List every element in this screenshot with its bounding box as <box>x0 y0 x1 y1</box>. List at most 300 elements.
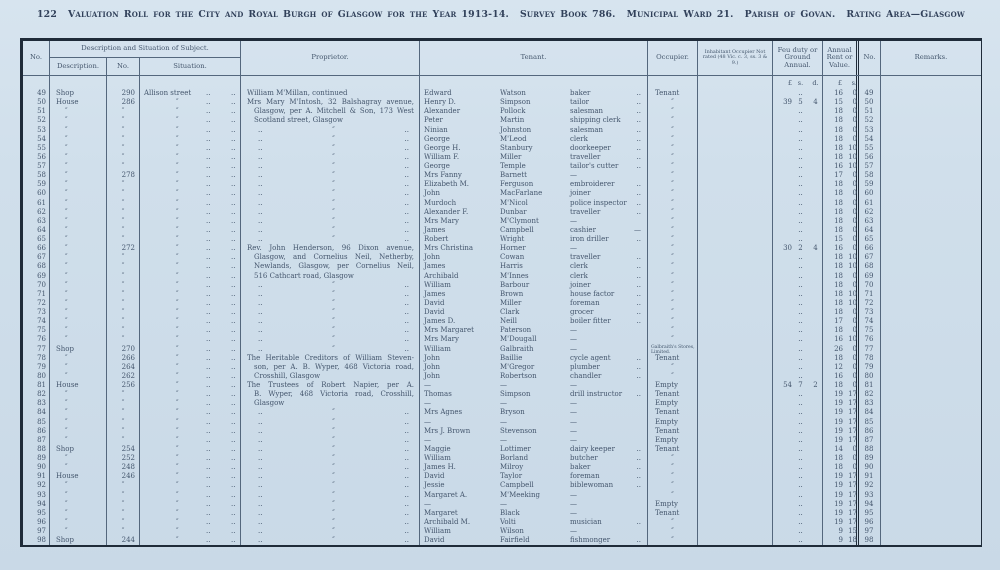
ditto-mark: ″ <box>121 253 125 262</box>
rent-shillings: 0 <box>852 463 857 472</box>
tenant-occupation: — <box>570 426 577 435</box>
leader-dots: .. <box>404 235 409 243</box>
col-remarks <box>881 399 981 408</box>
col-proprietor <box>241 399 420 408</box>
table-row <box>23 208 981 217</box>
leader-dots: .. <box>798 180 803 189</box>
col-description <box>50 408 107 417</box>
rent-pounds: 16 <box>834 89 843 97</box>
header-annual-rent: Annual Rent or Value. <box>823 41 859 75</box>
tenant-surname: Brown <box>500 289 524 298</box>
ditto-mark: ″ <box>176 517 179 526</box>
leader-dots: .. <box>231 280 236 289</box>
col-remarks <box>881 436 981 445</box>
col-description <box>50 126 107 135</box>
col-annual-rent <box>823 390 859 399</box>
col-inhabitant-occupier <box>698 299 773 308</box>
col-description <box>50 500 107 509</box>
ditto-mark: ″ <box>332 417 335 426</box>
tenant-occupation: foreman <box>570 472 600 481</box>
leader-dots: .. <box>258 408 263 417</box>
desc-no-value: 270 <box>121 345 135 354</box>
ditto-mark: ″ <box>176 408 179 417</box>
row-number: 61 <box>37 198 46 207</box>
rent-shillings: 17 <box>848 490 857 499</box>
col-feu-duty <box>773 472 823 481</box>
leader-dots: .. <box>404 207 409 216</box>
rent-shillings: 17 <box>848 399 857 408</box>
tenant-forename: David <box>424 536 445 545</box>
leader-dots: .. <box>798 426 803 435</box>
rent-pounds: 18 <box>834 353 843 362</box>
description-value: Shop <box>56 89 74 97</box>
tenant-surname: Cowan <box>500 253 525 262</box>
col-situation <box>140 208 241 217</box>
col-tenant <box>420 326 648 335</box>
col-desc-no <box>107 153 140 162</box>
row-number: 80 <box>37 371 46 380</box>
col-no <box>23 199 50 208</box>
col-annual-rent <box>823 445 859 454</box>
col-occupier <box>648 363 698 372</box>
ditto-mark: ″ <box>65 216 68 225</box>
ditto-mark: ″ <box>332 180 335 189</box>
col-inhabitant-occupier <box>698 180 773 189</box>
rent-shillings: 0 <box>852 189 857 198</box>
col-situation <box>140 317 241 326</box>
col-no-2 <box>859 217 881 226</box>
col-no-2 <box>859 335 881 344</box>
ditto-mark: ″ <box>176 399 179 408</box>
col-description <box>50 189 107 198</box>
tenant-surname: Temple <box>500 162 526 170</box>
col-tenant <box>420 244 648 253</box>
col-situation <box>140 189 241 198</box>
leader-dots: .. <box>798 435 803 444</box>
header-remarks: Remarks. <box>914 53 948 62</box>
col-occupier <box>648 527 698 536</box>
leader-dots: .. <box>404 143 409 152</box>
col-no <box>23 116 50 125</box>
tenant-surname: Baillie <box>500 353 523 362</box>
col-desc-no <box>107 399 140 408</box>
table-row <box>23 445 981 454</box>
leader-dots: .. <box>404 408 409 417</box>
ditto-mark: ″ <box>671 289 674 298</box>
tenant-forename: David <box>424 298 445 307</box>
rent-pounds: 15 <box>834 98 843 107</box>
row-number: 96 <box>864 517 874 526</box>
table-row <box>23 436 981 445</box>
table-row <box>23 381 981 390</box>
row-number: 91 <box>37 472 46 481</box>
col-occupier <box>648 536 698 545</box>
ditto-mark: ″ <box>65 107 68 116</box>
col-desc-no <box>107 408 140 417</box>
leader-dots: .. <box>206 481 211 490</box>
col-remarks <box>881 363 981 372</box>
proprietor-value: The Trustees of Robert Napier, per A. <box>247 381 414 389</box>
col-proprietor <box>241 509 420 518</box>
col-remarks <box>881 536 981 545</box>
leader-dots: .. <box>231 517 236 526</box>
tenant-forename: John <box>424 362 441 371</box>
leader-dots: .. <box>231 207 236 216</box>
units-tenant <box>420 76 648 89</box>
tenant-forename: James D. <box>424 317 456 326</box>
col-tenant <box>420 472 648 481</box>
ditto-mark: ″ <box>176 390 179 399</box>
ditto-mark: ″ <box>65 353 68 362</box>
row-number: 57 <box>37 162 46 170</box>
desc-no-value: 256 <box>121 381 135 389</box>
col-annual-rent <box>823 317 859 326</box>
col-no <box>23 153 50 162</box>
col-feu-duty <box>773 153 823 162</box>
col-annual-rent <box>823 299 859 308</box>
col-description <box>50 381 107 390</box>
rent-shillings: 0 <box>852 444 857 453</box>
col-inhabitant-occupier <box>698 135 773 144</box>
table-row <box>23 427 981 436</box>
col-remarks <box>881 89 981 98</box>
ditto-mark: ″ <box>65 253 68 262</box>
rent-shillings: 17 <box>848 472 857 481</box>
col-proprietor <box>241 226 420 235</box>
proprietor-value: Glasgow, and Cornelius Neil, Netherby, <box>254 253 414 262</box>
tenant-forename: Mrs Agnes <box>424 408 463 417</box>
units-feu <box>773 76 823 89</box>
col-description <box>50 226 107 235</box>
col-annual-rent <box>823 217 859 226</box>
ditto-mark: ″ <box>671 490 674 499</box>
rent-pounds: 16 <box>834 371 843 380</box>
leader-dots: .. <box>258 490 263 499</box>
col-situation <box>140 199 241 208</box>
col-description <box>50 308 107 317</box>
col-situation <box>140 89 241 98</box>
col-occupier <box>648 135 698 144</box>
ditto-mark: ″ <box>65 399 68 408</box>
col-proprietor <box>241 326 420 335</box>
row-number: 95 <box>37 508 46 517</box>
rent-shillings: 0 <box>852 198 857 207</box>
leader-dots: .. <box>798 408 803 417</box>
rent-shillings: 17 <box>848 408 857 417</box>
tenant-forename: — <box>424 399 431 408</box>
ditto-mark: ″ <box>671 98 674 107</box>
rent-pounds: 19 <box>834 508 843 517</box>
leader-dots: .. <box>231 490 236 499</box>
ditto-mark: ″ <box>65 308 68 316</box>
col-remarks <box>881 518 981 527</box>
row-number: 92 <box>37 481 46 490</box>
feu-shillings: 7 <box>798 381 803 389</box>
col-inhabitant-occupier <box>698 427 773 436</box>
ditto-mark: ″ <box>121 107 125 116</box>
col-description <box>50 326 107 335</box>
tenant-occupation: dairy keeper <box>570 444 615 453</box>
leader-dots: .. <box>231 116 236 125</box>
header-description: Description. <box>50 58 107 75</box>
leader-dots: .. <box>231 298 236 307</box>
col-inhabitant-occupier <box>698 253 773 262</box>
col-remarks <box>881 199 981 208</box>
leader-dots: .. <box>404 298 409 307</box>
row-number: 60 <box>37 189 46 198</box>
col-tenant <box>420 107 648 116</box>
leader-dots: .. <box>258 426 263 435</box>
ditto-mark: ″ <box>176 225 179 234</box>
row-number: 67 <box>37 253 46 262</box>
col-annual-rent <box>823 463 859 472</box>
col-desc-no <box>107 107 140 116</box>
ditto-mark: ″ <box>176 417 179 426</box>
col-situation <box>140 427 241 436</box>
col-proprietor <box>241 189 420 198</box>
col-no-2 <box>859 354 881 363</box>
col-desc-no <box>107 253 140 262</box>
col-desc-no <box>107 98 140 107</box>
rent-pounds: 18 <box>834 280 843 289</box>
col-desc-no <box>107 299 140 308</box>
ditto-mark: ″ <box>65 225 68 234</box>
ditto-mark: ″ <box>671 107 674 116</box>
col-occupier <box>648 262 698 271</box>
col-remarks <box>881 180 981 189</box>
col-proprietor <box>241 536 420 545</box>
ditto-mark: ″ <box>121 235 125 243</box>
col-annual-rent <box>823 491 859 500</box>
col-situation <box>140 436 241 445</box>
leader-dots: .. <box>636 98 641 107</box>
tenant-surname: Barnett <box>500 171 527 180</box>
leader-dots: .. <box>231 371 236 380</box>
col-occupier <box>648 518 698 527</box>
col-feu-duty <box>773 399 823 408</box>
table-row <box>23 500 981 509</box>
ditto-mark: ″ <box>121 499 125 508</box>
col-remarks <box>881 472 981 481</box>
col-situation <box>140 253 241 262</box>
ditto-mark: ″ <box>121 527 125 535</box>
ditto-mark: ″ <box>65 198 68 207</box>
table-row <box>23 126 981 135</box>
tenant-surname: — <box>500 435 507 444</box>
ditto-mark: ″ <box>65 408 68 417</box>
tenant-surname: M'Gregor <box>500 362 535 371</box>
tenant-forename: William <box>424 527 451 535</box>
row-number: 77 <box>37 345 46 354</box>
col-description <box>50 107 107 116</box>
tenant-forename: James H. <box>424 463 456 472</box>
col-inhabitant-occupier <box>698 390 773 399</box>
rent-pounds: 18 <box>834 463 843 472</box>
leader-dots: .. <box>258 189 263 198</box>
rent-shillings: 0 <box>852 317 857 326</box>
leader-dots: .. <box>636 271 641 280</box>
col-feu-duty <box>773 354 823 363</box>
rent-shillings: 17 <box>848 417 857 426</box>
tenant-surname: Wright <box>500 235 525 243</box>
tenant-surname: Borland <box>500 454 529 462</box>
col-feu-duty <box>773 481 823 490</box>
col-proprietor <box>241 98 420 107</box>
leader-dots: .. <box>636 125 641 134</box>
leader-dots: .. <box>798 235 803 243</box>
rent-pounds: 17 <box>834 171 843 180</box>
occupier-value: Empty <box>655 417 678 426</box>
col-description <box>50 89 107 98</box>
leader-dots: .. <box>231 180 236 189</box>
col-no-2 <box>859 408 881 417</box>
leader-dots: .. <box>206 426 211 435</box>
col-feu-duty <box>773 272 823 281</box>
col-description <box>50 135 107 144</box>
rent-shillings: 0 <box>852 225 857 234</box>
tenant-forename: — <box>424 499 431 508</box>
rent-shillings: 0 <box>852 125 857 134</box>
desc-no-value: 264 <box>121 362 135 371</box>
ditto-mark: ″ <box>332 235 335 243</box>
col-feu-duty <box>773 299 823 308</box>
col-tenant <box>420 153 648 162</box>
ditto-mark: ″ <box>176 536 179 545</box>
tenant-occupation: — <box>570 408 577 417</box>
ditto-mark: ″ <box>176 162 179 170</box>
rent-shillings: 0 <box>852 98 857 107</box>
rent-pounds: 16 <box>834 335 843 344</box>
col-situation <box>140 354 241 363</box>
row-number: 69 <box>37 271 46 280</box>
leader-dots: .. <box>404 280 409 289</box>
leader-dots: .. <box>206 472 211 481</box>
col-feu-duty <box>773 427 823 436</box>
col-remarks <box>881 208 981 217</box>
leader-dots: .. <box>636 280 641 289</box>
situation-value: Allison street <box>144 89 192 97</box>
tenant-surname: — <box>500 381 507 389</box>
col-no <box>23 299 50 308</box>
tenant-forename: Margaret <box>424 508 458 517</box>
leader-dots: .. <box>798 198 803 207</box>
leader-dots: .. <box>258 125 263 134</box>
col-occupier <box>648 281 698 290</box>
leader-dots: .. <box>231 481 236 490</box>
proprietor-value: The Heritable Creditors of William Steven- <box>247 353 414 362</box>
col-annual-rent <box>823 171 859 180</box>
leader-dots: .. <box>404 345 409 354</box>
leader-dots: .. <box>231 152 236 161</box>
col-situation <box>140 126 241 135</box>
leader-dots: .. <box>636 253 641 262</box>
col-remarks <box>881 335 981 344</box>
row-number: 58 <box>864 171 874 180</box>
col-inhabitant-occupier <box>698 500 773 509</box>
occupier-value: Empty <box>655 381 678 389</box>
rent-pounds: 19 <box>834 408 843 417</box>
col-description <box>50 390 107 399</box>
rent-pounds: 19 <box>834 435 843 444</box>
row-number: 94 <box>864 499 874 508</box>
tenant-forename: Alexander <box>424 107 461 116</box>
leader-dots: .. <box>404 454 409 462</box>
col-no-2 <box>859 427 881 436</box>
col-occupier <box>648 98 698 107</box>
col-desc-no <box>107 436 140 445</box>
col-situation <box>140 308 241 317</box>
leader-dots: .. <box>258 508 263 517</box>
ditto-mark: ″ <box>332 499 335 508</box>
leader-dots: .. <box>798 335 803 344</box>
col-situation <box>140 536 241 545</box>
table-row <box>23 335 981 344</box>
ditto-mark: ″ <box>121 143 125 152</box>
ditto-mark: ″ <box>176 381 179 389</box>
col-annual-rent <box>823 208 859 217</box>
col-proprietor <box>241 144 420 153</box>
ditto-mark: ″ <box>671 308 674 316</box>
leader-dots: .. <box>636 207 641 216</box>
ditto-mark: ″ <box>176 499 179 508</box>
leader-dots: .. <box>798 353 803 362</box>
ditto-mark: ″ <box>176 362 179 371</box>
leader-dots: .. <box>404 198 409 207</box>
col-no-2 <box>859 180 881 189</box>
col-no-2 <box>859 381 881 390</box>
row-number: 66 <box>864 244 874 253</box>
tenant-occupation: joiner <box>570 280 591 289</box>
leader-dots: .. <box>231 408 236 417</box>
leader-dots: .. <box>231 171 236 180</box>
col-no-2 <box>859 126 881 135</box>
leader-dots: .. <box>798 472 803 481</box>
ditto-mark: ″ <box>671 536 674 545</box>
rent-pounds: 18 <box>834 381 843 389</box>
row-number: 90 <box>864 463 874 472</box>
row-number: 51 <box>864 107 874 116</box>
col-proprietor <box>241 354 420 363</box>
ditto-mark: ″ <box>121 280 125 289</box>
tenant-forename: Murdoch <box>424 198 457 207</box>
leader-dots: .. <box>798 326 803 335</box>
tenant-occupation: — <box>570 527 577 535</box>
col-desc-no <box>107 189 140 198</box>
col-no-2 <box>859 527 881 536</box>
col-remarks <box>881 253 981 262</box>
table-row <box>23 171 981 180</box>
ditto-mark: ″ <box>176 125 179 134</box>
tenant-surname: Volti <box>500 517 516 526</box>
tenant-occupation: biblewoman <box>570 481 614 490</box>
col-description <box>50 199 107 208</box>
ditto-mark: ″ <box>65 508 68 517</box>
leader-dots: .. <box>798 499 803 508</box>
col-feu-duty <box>773 372 823 381</box>
col-no-2 <box>859 454 881 463</box>
table-row <box>23 491 981 500</box>
col-no-2 <box>859 253 881 262</box>
col-no-2 <box>859 107 881 116</box>
col-annual-rent <box>823 189 859 198</box>
col-annual-rent <box>823 281 859 290</box>
table-row <box>23 98 981 107</box>
rent-pounds: 19 <box>834 399 843 408</box>
ditto-mark: ″ <box>121 289 125 298</box>
tenant-occupation: baker <box>570 463 591 472</box>
rent-shillings: 10 <box>848 262 857 271</box>
col-remarks <box>881 107 981 116</box>
